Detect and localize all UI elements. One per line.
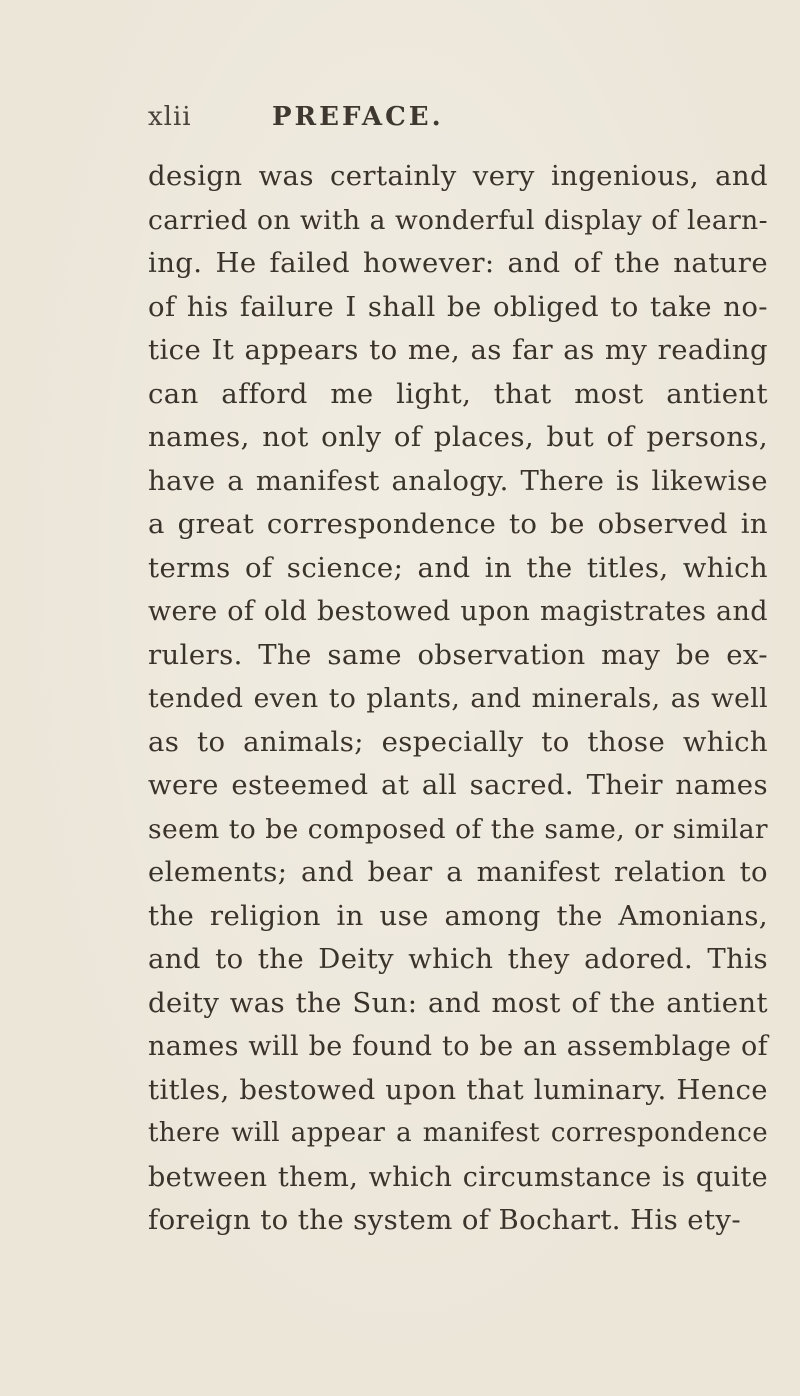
text-line: tended even to plants, and minerals, as well [148,683,768,714]
text-line: were esteemed at all sacred. Their names [148,769,768,801]
text-line: of his failure I shall be obliged to take no- [148,290,768,323]
running-head [0,102,800,142]
text-line: tice It appears to me, as far as my reading [148,334,768,366]
text-line: deity was the Sun: and most of the antient [148,986,768,1019]
running-title: PREFACE. [272,102,444,132]
text-line: foreign to the system of Bochart. His ety- [148,1204,742,1236]
text-line: the religion in use among the Amonians, [148,899,768,932]
text-line: have a manifest analogy. There is likewise [148,464,768,497]
text-line: and to the Deity which they adored. This [148,943,768,975]
body-text [148,155,768,1243]
text-line: names, not only of places, but of persons, [148,421,768,453]
text-line: titles, bestowed upon that luminary. Hence [148,1073,768,1106]
text-line: names will be found to be an assemblage of [148,1031,768,1062]
text-line: terms of science; and in the titles, which [148,551,768,584]
text-line: carried on with a wonderful display of learn- [148,204,768,236]
text-line: between them, which circumstance is quite [148,1161,768,1193]
text-line: were of old bestowed upon magistrates and [148,596,768,627]
text-line: ing. He failed however: and of the nature [148,247,768,279]
text-line: elements; and bear a manifest relation to [148,856,768,888]
text-line: rulers. The same observation may be ex- [148,638,768,671]
page-number: xlii [148,102,192,132]
text-line: can afford me light, that most antient [148,377,768,410]
text-line: a great correspondence to be observed in [148,508,768,540]
text-line: seem to be composed of the same, or similar [148,813,768,845]
text-line: as to animals; especially to those which [148,725,768,758]
text-line: there will appear a manifest correspondence [148,1118,768,1148]
text-line: design was certainly very ingenious, and [148,160,768,192]
